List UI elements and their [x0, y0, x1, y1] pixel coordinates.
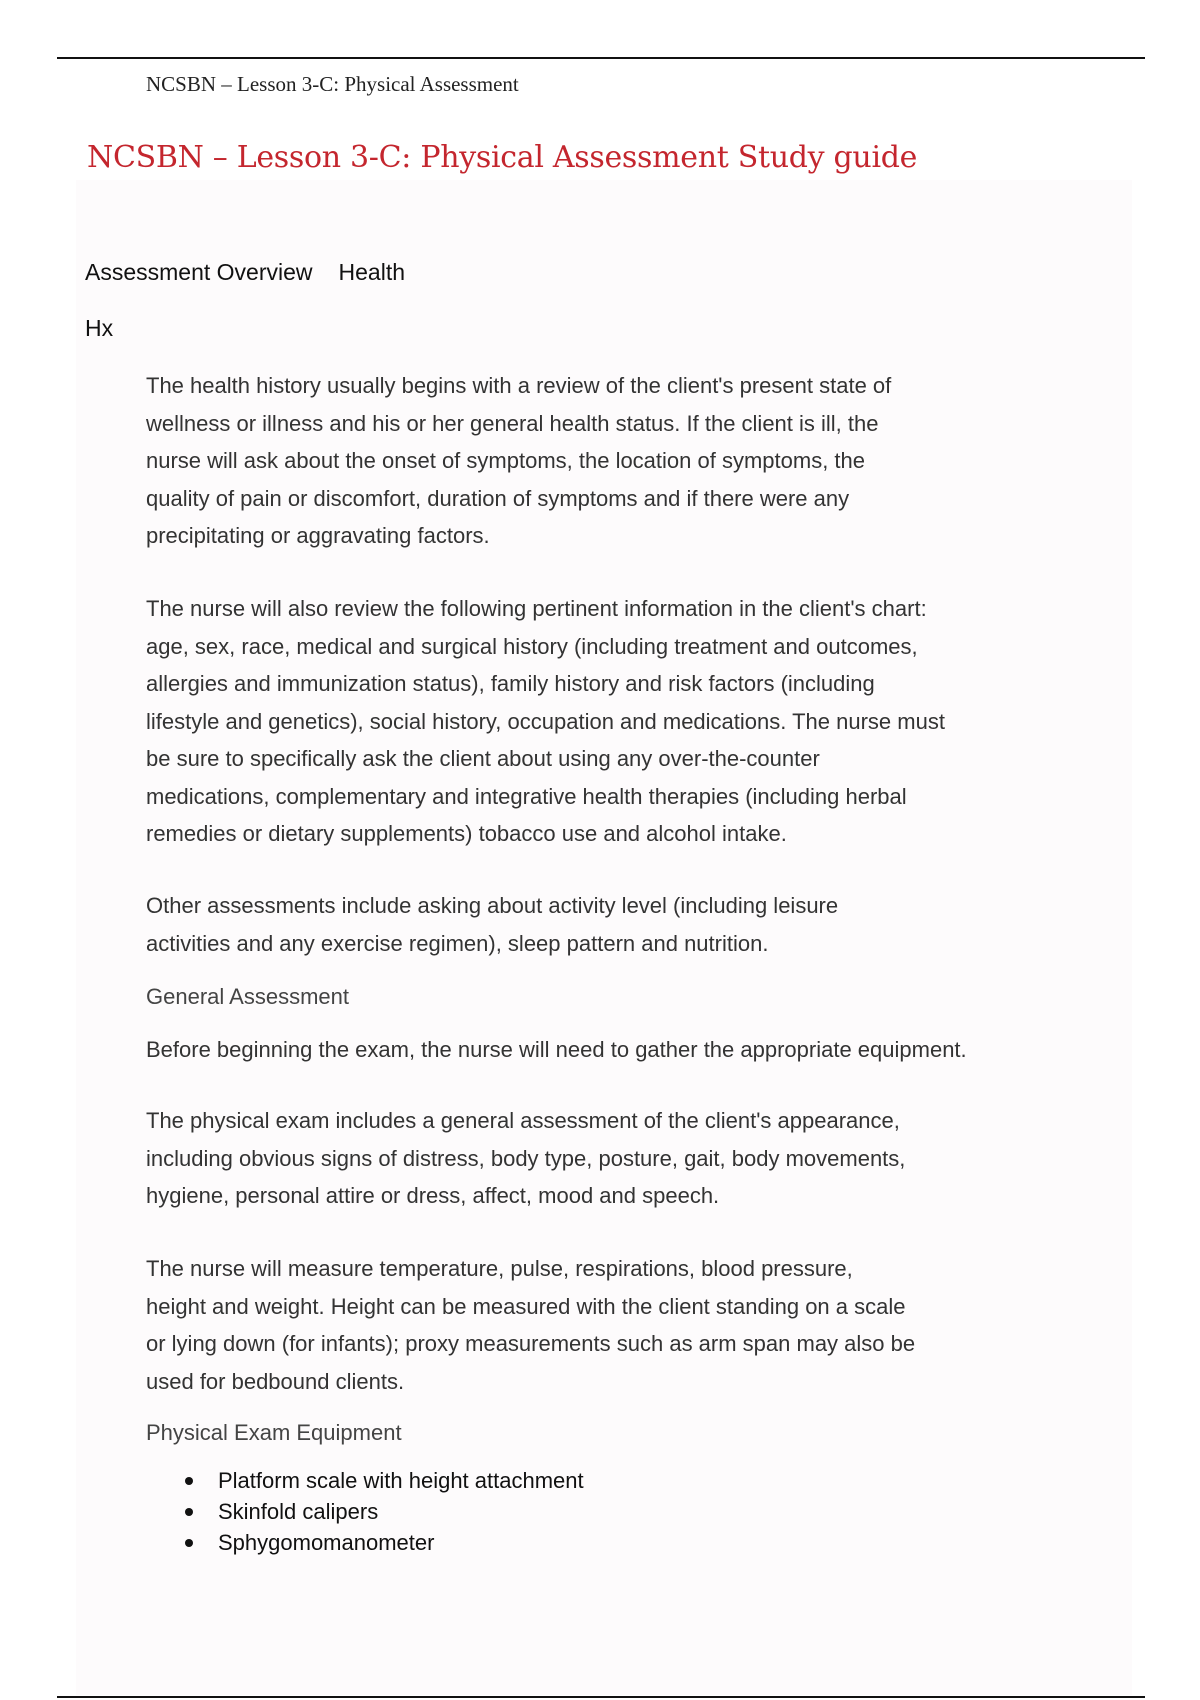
document-title: NCSBN – Lesson 3-C: Physical Assessment Study guide — [87, 140, 918, 175]
footer-rule — [57, 1696, 1145, 1698]
paragraph-line: wellness or illness and his or her general health status. If the client is ill, the — [146, 410, 879, 436]
paragraph-line: or lying down (for infants); proxy measurements such as arm span may also be — [146, 1331, 916, 1356]
paragraph — [146, 1102, 905, 1215]
paragraph-line: precipitating or aggravating factors. — [146, 523, 490, 548]
paragraph-line: height and weight. Height can be measured with the client standing on a scale — [146, 1293, 906, 1319]
paragraph-line: age, sex, race, medical and surgical history (including treatment and outcomes, — [146, 633, 918, 659]
paragraph-line: lifestyle and genetics), social history, occupation and medications. The nurse must — [146, 708, 945, 734]
section-heading-part: Health — [338, 259, 405, 285]
paragraph-line: quality of pain or discomfort, duration of symptoms and if there were any — [146, 485, 850, 511]
paragraph — [146, 887, 838, 962]
section-heading-part: Assessment Overview — [85, 259, 313, 285]
subheading-general-assessment: General Assessment — [146, 984, 349, 1009]
paragraph-line: activities and any exercise regimen), sleep pattern and nutrition. — [146, 930, 769, 956]
bullet-icon — [185, 1477, 193, 1485]
paragraph — [146, 367, 891, 555]
subheading-equipment: Physical Exam Equipment — [146, 1420, 402, 1445]
paragraph-line: nurse will ask about the onset of symptoms, the location of symptoms, the — [146, 448, 866, 473]
paragraph-line: remedies or dietary supplements) tobacco use and alcohol intake. — [146, 821, 787, 846]
list-item-text: Platform scale with height attachment — [218, 1468, 584, 1493]
header-rule — [57, 57, 1145, 59]
bullet-icon — [185, 1539, 193, 1547]
paragraph — [146, 1250, 915, 1400]
equipment-list — [190, 1465, 584, 1558]
paragraph-line: Before beginning the exam, the nurse will need to gather the appropriate equipment. — [146, 1037, 967, 1062]
bullet-icon — [185, 1508, 193, 1516]
paragraph-line: used for bedbound clients. — [146, 1368, 405, 1394]
list-item — [190, 1527, 584, 1558]
paragraph-line: The health history usually begins with a review of the client's present state of — [146, 373, 892, 398]
list-item-text: Skinfold calipers — [218, 1499, 379, 1524]
paragraph-line: medications, complementary and integrative health therapies (including herbal — [146, 783, 907, 809]
running-header: NCSBN – Lesson 3-C: Physical Assessment — [146, 72, 519, 96]
list-item-text: Sphygomomanometer — [218, 1530, 435, 1555]
paragraph-line: hygiene, personal attire or dress, affect, mood and speech. — [146, 1183, 720, 1208]
section-heading-hx: Hx — [85, 315, 114, 341]
paragraph-line: The physical exam includes a general assessment of the client's appearance, — [146, 1108, 900, 1133]
paragraph — [146, 1031, 967, 1069]
paragraph-line: The nurse will also review the following pertinent information in the client's chart: — [146, 596, 927, 621]
list-item — [190, 1496, 584, 1527]
paragraph-line: The nurse will measure temperature, pulse, respirations, blood pressure, — [146, 1256, 853, 1281]
paragraph-line: Other assessments include asking about activity level (including leisure — [146, 893, 839, 918]
paragraph-line: allergies and immunization status), family history and risk factors (including — [146, 671, 875, 696]
paragraph-line: be sure to specifically ask the client about using any over-the-counter — [146, 746, 820, 771]
section-heading — [85, 259, 405, 286]
paragraph — [146, 590, 945, 853]
list-item — [190, 1465, 584, 1496]
paragraph-line: including obvious signs of distress, body type, posture, gait, body movements, — [146, 1145, 906, 1171]
